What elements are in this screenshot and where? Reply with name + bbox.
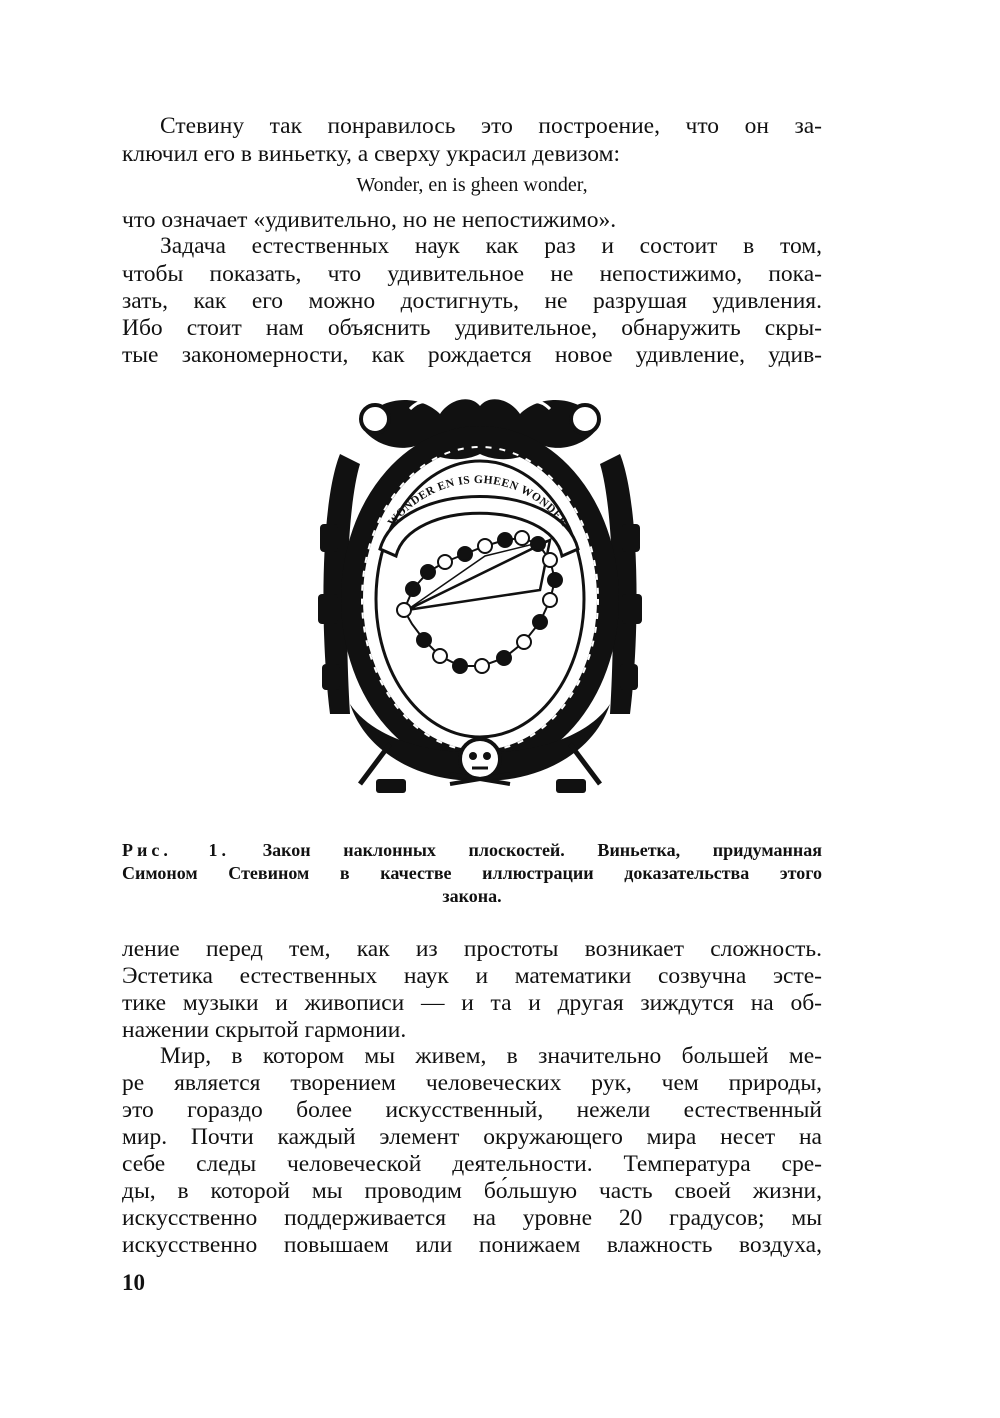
paragraph-4-line-2: ре является творением человеческих рук, чем природы, (122, 1070, 822, 1096)
banner-motto: WONDER EN IS GHEEN WONDER (385, 473, 571, 529)
figure-caption-line-2: Симоном Стевином в качестве иллюстрации доказательства этого (122, 863, 822, 883)
paragraph-1-line-1: Стевину так понравилось это построение, что он за- (160, 113, 822, 139)
paragraph-3-line-3: тике музыки и живописи — и та и другая зиждутся на об- (122, 990, 822, 1016)
motto: Wonder, en is gheen wonder, (356, 174, 588, 196)
paragraph-3-line-1: ление перед тем, как из простоты возникает сложность. (122, 936, 822, 962)
figure-caption-label: Рис. 1. (122, 840, 230, 860)
paragraph-1-line-2: ключил его в виньетку, а сверху украсил девизом: (122, 141, 620, 167)
paragraph-2-line-5: тые закономерности, как рождается новое удивление, удив- (122, 342, 822, 368)
figure-caption-line-3: закона. (442, 886, 502, 906)
paragraph-2-line-1: Задача естественных наук как раз и состоит в том, (160, 233, 822, 259)
figure-caption-line-1 (122, 838, 822, 863)
paragraph-3-line-2: Эстетика естественных наук и математики созвучна эсте- (122, 963, 822, 989)
paragraph-4-line-1: Мир, в котором мы живем, в значительно большей ме- (160, 1043, 822, 1069)
paragraph-4-line-3: это гораздо более искусственный, нежели естественный (122, 1097, 822, 1123)
paragraph-1-continuation: что означает «удивительно, но не непостижимо». (122, 207, 617, 233)
page-number: 10 (122, 1270, 145, 1295)
paragraph-2-line-4: Ибо стоит нам объяснить удивительное, обнаружить скры- (122, 315, 822, 341)
figure-caption-text-1: Закон наклонных плоскостей. Виньетка, придуманная (262, 840, 822, 860)
paragraph-4-line-7: искусственно поддерживается на уровне 20 градусов; мы (122, 1205, 822, 1231)
paragraph-4-line-4: мир. Почти каждый элемент окружающего мира несет на (122, 1124, 822, 1150)
paragraph-4-line-6: ды, в которой мы проводим бо́льшую часть своей жизни, (122, 1178, 822, 1204)
paragraph-3-line-4: нажении скрытой гармонии. (122, 1017, 407, 1043)
paragraph-4-line-8: искусственно повышаем или понижаем влажность воздуха, (122, 1232, 822, 1258)
paragraph-2-line-2: чтобы показать, что удивительное не непостижимо, пока- (122, 261, 822, 287)
stevin-vignette-figure (300, 384, 660, 814)
paragraph-2-line-3: зать, как его можно достигнуть, не разрушая удивления. (122, 288, 822, 314)
paragraph-4-line-5: себе следы человеческой деятельности. Температура сре- (122, 1151, 822, 1177)
